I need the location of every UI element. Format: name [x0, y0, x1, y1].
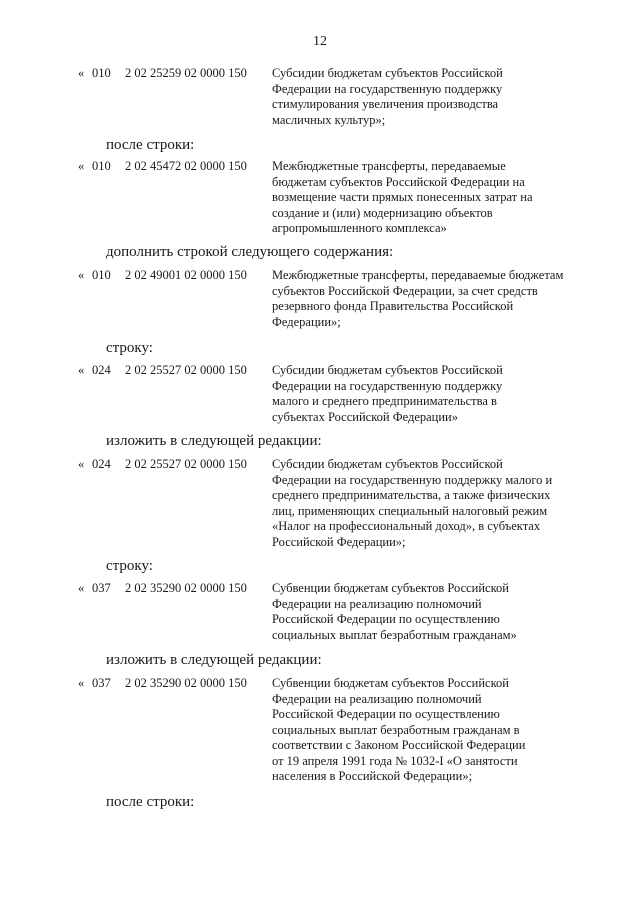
description-line: Федерации на государственную поддержку [272, 378, 503, 393]
entry-description [272, 581, 572, 643]
opening-quote: « [78, 676, 85, 690]
instruction-text: изложить в следующей редакции: [106, 652, 322, 668]
budget-classification-code: 2 02 25527 02 0000 150 [125, 457, 247, 471]
description-line: агропромышленного комплекса» [272, 221, 447, 235]
instruction-text: после строки: [106, 794, 195, 810]
opening-quote: « [78, 159, 85, 173]
description-line: субъектов Российской Федерации, за счет средств [272, 283, 538, 298]
entry-description [272, 268, 572, 330]
description-line: стимулирования увеличения производства [272, 97, 499, 111]
description-line: создание и (или) модернизацию объектов [272, 205, 493, 220]
budget-classification-code: 2 02 25259 02 0000 150 [125, 66, 247, 80]
admin-code: 037 [92, 676, 111, 690]
budget-classification-code: 2 02 35290 02 0000 150 [125, 676, 247, 690]
page-number: 12 [313, 34, 327, 49]
entry-description [272, 457, 572, 550]
instruction-text: строку: [106, 558, 153, 574]
description-line: масличных культур»; [272, 112, 386, 127]
description-line: Межбюджетные трансферты, передаваемые [272, 159, 506, 173]
description-line: резервного фонда Правительства Российской [272, 299, 514, 313]
description-line: Субвенции бюджетам субъектов Российской [272, 581, 509, 595]
opening-quote: « [78, 363, 85, 377]
instruction-text: строку: [106, 340, 153, 356]
description-line: Субсидии бюджетам субъектов Российской [272, 363, 503, 377]
description-line: среднего предпринимательства, а также физических [272, 488, 551, 502]
description-line: Субсидии бюджетам субъектов Российской [272, 457, 503, 471]
description-line: бюджетам субъектов Российской Федерации на [272, 174, 525, 189]
description-line: «Налог на профессиональный доход», в субъектах [272, 519, 541, 533]
opening-quote: « [78, 457, 85, 471]
description-line: Российской Федерации»; [272, 534, 406, 549]
admin-code: 010 [92, 159, 111, 173]
entry-description [272, 676, 572, 785]
opening-quote: « [78, 66, 85, 80]
description-line: Федерации на государственную поддержку [272, 81, 503, 96]
admin-code: 024 [92, 457, 111, 471]
description-line: соответствии с Законом Российской Федерации [272, 738, 526, 752]
budget-classification-code: 2 02 45472 02 0000 150 [125, 159, 247, 173]
description-line: от 19 апреля 1991 года № 1032-I «О занятости [272, 753, 518, 768]
entry-description [272, 66, 572, 128]
description-line: населения в Российской Федерации»; [272, 769, 473, 783]
budget-classification-code: 2 02 25527 02 0000 150 [125, 363, 247, 377]
description-line: социальных выплат безработным гражданам в [272, 722, 520, 737]
description-line: возмещение части прямых понесенных затрат на [272, 190, 533, 204]
description-line: Федерации на государственную поддержку малого и [272, 472, 553, 487]
instruction-text: изложить в следующей редакции: [106, 433, 322, 449]
description-line: социальных выплат безработным гражданам» [272, 627, 517, 642]
instruction-text: после строки: [106, 137, 195, 153]
description-line: субъектах Российской Федерации» [272, 409, 458, 424]
instruction-text: дополнить строкой следующего содержания: [106, 244, 394, 260]
description-line: лиц, применяющих специальный налоговый режим [272, 503, 548, 518]
budget-classification-code: 2 02 49001 02 0000 150 [125, 268, 247, 282]
description-line: Федерации»; [272, 314, 341, 329]
budget-classification-code: 2 02 35290 02 0000 150 [125, 581, 247, 595]
description-line: Субсидии бюджетам субъектов Российской [272, 66, 503, 80]
entry-description [272, 363, 572, 425]
description-line: Российской Федерации по осуществлению [272, 612, 500, 626]
entry-description [272, 159, 572, 237]
admin-code: 010 [92, 268, 111, 282]
opening-quote: « [78, 268, 85, 282]
admin-code: 024 [92, 363, 111, 377]
admin-code: 037 [92, 581, 111, 595]
description-line: Межбюджетные трансферты, передаваемые бюджетам [272, 268, 564, 282]
description-line: Федерации на реализацию полномочий [272, 691, 482, 706]
admin-code: 010 [92, 66, 111, 80]
description-line: Российской Федерации по осуществлению [272, 707, 500, 721]
description-line: Субвенции бюджетам субъектов Российской [272, 676, 509, 690]
description-line: Федерации на реализацию полномочий [272, 596, 482, 611]
opening-quote: « [78, 581, 85, 595]
description-line: малого и среднего предпринимательства в [272, 394, 497, 408]
